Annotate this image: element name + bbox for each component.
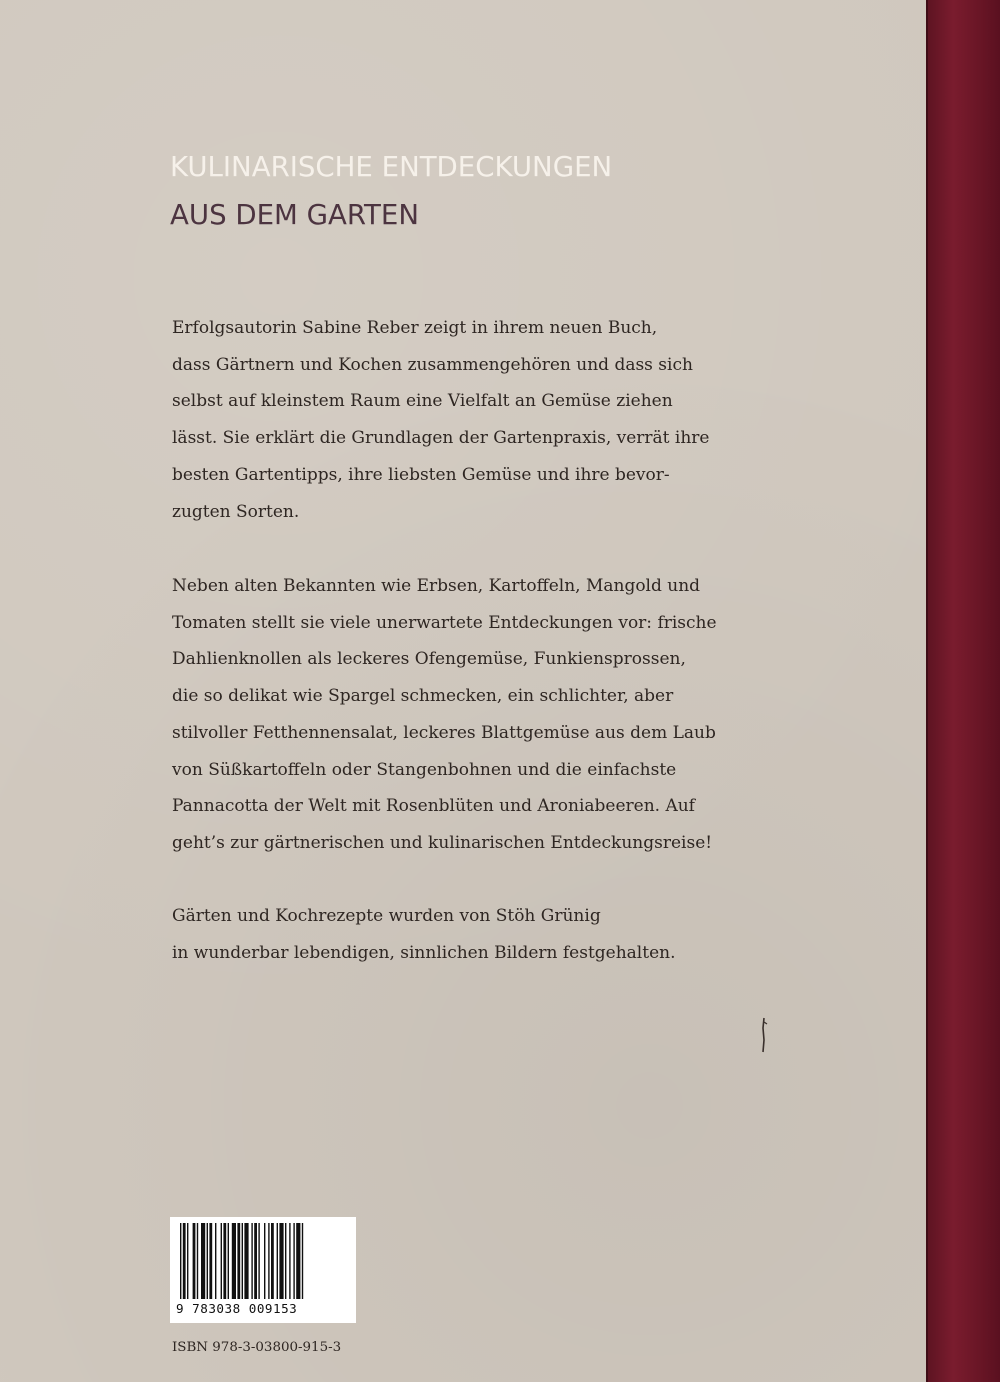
book-spine [928, 0, 1000, 1382]
text-line: besten Gartentipps, ihre liebsten Gemüse und ihre bevor- [172, 464, 670, 485]
barcode-icon [178, 1223, 348, 1301]
text-line: stilvoller Fetthennensalat, leckeres Blattgemüse aus dem Laub [172, 722, 716, 743]
text-line: die so delikat wie Spargel schmecken, ein schlichter, aber [172, 686, 674, 707]
text-line: Dahlienknollen als leckeres Ofengemüse, Funkiensprossen, [172, 649, 686, 670]
text-line: Erfolgsautorin Sabine Reber zeigt in ihrem neuen Buch, [172, 318, 658, 338]
text-line: lässt. Sie erklärt die Grundlagen der Gartenpraxis, verrät ihre [172, 428, 710, 449]
isbn-number: ISBN 978-3-03800-915-3 [172, 1340, 342, 1355]
text-line: Neben alten Bekannten wie Erbsen, Kartoffeln, Mangold und [172, 576, 701, 596]
barcode-digits: 9 783038 009153 [176, 1301, 298, 1316]
barcode [170, 1217, 356, 1323]
blurb-paragraph-2 [172, 568, 717, 862]
heading-line-1: KULINARISCHE ENTDECKUNGEN [170, 150, 613, 183]
text-line: Tomaten stellt sie viele unerwartete Entdeckungen vor: frische [172, 612, 717, 633]
text-line: in wunderbar lebendigen, sinnlichen Bildern festgehalten. [172, 942, 676, 963]
text-line: Gärten und Kochrezepte wurden von Stöh Grünig [172, 906, 601, 926]
ink-speck [758, 1016, 770, 1056]
text-line: geht’s zur gärtnerischen und kulinarischen Entdeckungsreise! [172, 832, 713, 853]
blurb-paragraph-1 [172, 310, 709, 530]
text-line: Pannacotta der Welt mit Rosenblüten und Aroniabeeren. Auf [172, 796, 695, 817]
text-line: selbst auf kleinstem Raum eine Vielfalt an Gemüse ziehen [172, 391, 673, 412]
blurb-paragraph-3 [172, 898, 675, 971]
text-line: zugten Sorten. [172, 501, 300, 522]
text-line: von Süßkartoffeln oder Stangenbohnen und die einfachste [172, 759, 677, 780]
text-line: dass Gärtnern und Kochen zusammengehören und dass sich [172, 354, 693, 375]
heading-line-2: AUS DEM GARTEN [170, 198, 419, 231]
